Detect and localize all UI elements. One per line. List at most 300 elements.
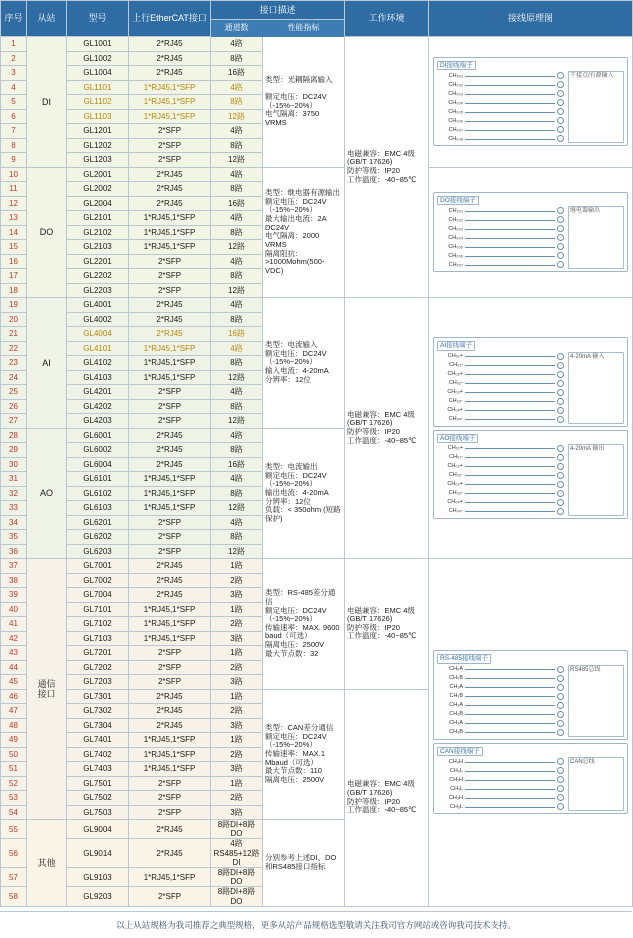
wiring-terminal-label: CH₀₁+ bbox=[447, 445, 464, 452]
wiring-terminal-row bbox=[437, 674, 564, 683]
cell-wiring-diagram bbox=[429, 37, 633, 168]
cell-index: 21 bbox=[1, 327, 27, 342]
cell-performance: 类型：光耦隔离输入 额定电压：DC24V（-15%~20%） 电气隔离：3750 VRMS bbox=[263, 37, 345, 168]
cell-channels: 8路 bbox=[211, 225, 263, 240]
cell-index: 16 bbox=[1, 254, 27, 269]
cell-index: 30 bbox=[1, 457, 27, 472]
cell-index: 3 bbox=[1, 66, 27, 81]
wiring-terminal-row bbox=[437, 206, 564, 215]
wiring-terminal-label: CH₀₀₈ bbox=[448, 135, 464, 142]
wiring-terminal-label: CH₂H bbox=[448, 794, 464, 801]
wiring-terminal-row bbox=[437, 498, 564, 507]
wiring-terminal-column bbox=[437, 444, 564, 516]
cell-wiring-diagram bbox=[429, 298, 633, 559]
wiring-device-note: 干接点/有源输入 bbox=[570, 73, 614, 80]
cell-channels: 8路 bbox=[211, 486, 263, 501]
cell-model: GL1103 bbox=[67, 109, 129, 124]
cell-uplink-port: 2*SFP bbox=[129, 283, 211, 298]
cell-uplink-port: 1*RJ45,1*SFP bbox=[129, 225, 211, 240]
cell-uplink-port: 2*RJ45 bbox=[129, 66, 211, 81]
table-row bbox=[1, 298, 633, 313]
cell-model: GL4001 bbox=[67, 298, 129, 313]
cell-channels: 8路 bbox=[211, 51, 263, 66]
cell-index: 10 bbox=[1, 167, 27, 182]
cell-channels: 2路 bbox=[211, 660, 263, 675]
wiring-device-panel bbox=[568, 352, 624, 424]
cell-index: 34 bbox=[1, 515, 27, 530]
cell-performance: 类型：继电器有源输出 额定电压：DC24V（-15%~20%） 最大输出电流：2A DC24V 电气隔离：2000 VRMS 隔离阻抗：>1000Mohm(500-VDC) bbox=[263, 167, 345, 298]
cell-channels: 2路 bbox=[211, 747, 263, 762]
cell-slave-type: 其他 bbox=[27, 820, 67, 907]
wiring-terminal-label: CH₀₀₅ bbox=[448, 108, 464, 115]
cell-channels: 12路 bbox=[211, 544, 263, 559]
wiring-terminal-label: CH₀A bbox=[449, 666, 464, 673]
wiring-line bbox=[465, 731, 555, 733]
cell-uplink-port: 2*RJ45 bbox=[129, 443, 211, 458]
cell-index: 9 bbox=[1, 153, 27, 168]
wiring-terminal-row bbox=[437, 361, 564, 370]
cell-channels: 2路 bbox=[211, 704, 263, 719]
cell-channels: 1路 bbox=[211, 602, 263, 617]
wiring-terminal-row bbox=[437, 784, 564, 793]
cell-index: 33 bbox=[1, 501, 27, 516]
wiring-body bbox=[437, 444, 624, 516]
cell-channels: 16路 bbox=[211, 457, 263, 472]
cell-uplink-port: 1*RJ45,1*SFP bbox=[129, 341, 211, 356]
cell-index: 50 bbox=[1, 747, 27, 762]
cell-uplink-port: 2*RJ45 bbox=[129, 839, 211, 868]
wiring-terminal-row bbox=[437, 728, 564, 737]
cell-model: GL7301 bbox=[67, 689, 129, 704]
cell-uplink-port: 1*RJ45,1*SFP bbox=[129, 733, 211, 748]
wiring-terminal-row bbox=[437, 125, 564, 134]
wiring-line bbox=[465, 788, 555, 790]
col-header-no: 序号 bbox=[1, 1, 27, 37]
wiring-line bbox=[465, 237, 555, 239]
wiring-device-panel bbox=[568, 71, 624, 143]
wiring-terminal-column bbox=[437, 757, 564, 811]
cell-model: GL2002 bbox=[67, 182, 129, 197]
wiring-terminal-column bbox=[437, 71, 564, 143]
wiring-terminal-row bbox=[437, 251, 564, 260]
cell-slave-type: DI bbox=[27, 37, 67, 168]
wiring-terminal-row bbox=[437, 683, 564, 692]
cell-channels: 3路 bbox=[211, 631, 263, 646]
cell-uplink-port: 1*RJ45,1*SFP bbox=[129, 240, 211, 255]
wiring-terminal-row bbox=[437, 692, 564, 701]
wiring-terminal-row bbox=[437, 89, 564, 98]
wiring-terminal-label: CH₀₂- bbox=[448, 472, 464, 479]
cell-channels: 4路 bbox=[211, 472, 263, 487]
cell-channels: 8路 bbox=[211, 356, 263, 371]
wiring-line bbox=[465, 797, 555, 799]
wiring-diagram bbox=[433, 337, 628, 426]
cell-channels: 1路 bbox=[211, 689, 263, 704]
cell-model: GL1202 bbox=[67, 138, 129, 153]
cell-uplink-port: 1*RJ45,1*SFP bbox=[129, 631, 211, 646]
cell-model: GL9004 bbox=[67, 820, 129, 839]
wiring-terminal-row bbox=[437, 444, 564, 453]
cell-model: GL4103 bbox=[67, 370, 129, 385]
wiring-terminal-label: CH₀₂+ bbox=[447, 370, 464, 377]
cell-channels: 2路 bbox=[211, 573, 263, 588]
cell-performance: 类型：RS-485差分通信 额定电压：DC24V（-15%~20%） 传输速率：MAX. 9600 baud（可选） 隔离电压：2500V 最大节点数：32 bbox=[263, 559, 345, 690]
cell-uplink-port: 1*RJ45,1*SFP bbox=[129, 370, 211, 385]
cell-uplink-port: 2*SFP bbox=[129, 530, 211, 545]
cell-model: GL9103 bbox=[67, 867, 129, 886]
cell-channels: 8路 bbox=[211, 312, 263, 327]
wiring-terminal-row bbox=[437, 757, 564, 766]
cell-model: GL4202 bbox=[67, 399, 129, 414]
cell-index: 52 bbox=[1, 776, 27, 791]
wiring-terminal-label: CH₁H bbox=[449, 776, 464, 783]
wiring-line bbox=[465, 382, 555, 384]
wiring-terminal-dot bbox=[557, 126, 564, 133]
wiring-terminal-dot bbox=[557, 693, 564, 700]
wiring-terminal-label: CH₀₄+ bbox=[447, 499, 464, 506]
cell-channels: 8路 bbox=[211, 95, 263, 110]
wiring-terminal-row bbox=[437, 489, 564, 498]
wiring-terminal-dot bbox=[557, 371, 564, 378]
wiring-terminal-row bbox=[437, 242, 564, 251]
cell-channels: 4路 bbox=[211, 124, 263, 139]
wiring-terminal-label: CH₀₀₂ bbox=[448, 216, 464, 223]
wiring-terminal-label: CH₀₂- bbox=[448, 379, 464, 386]
col-header-wiring: 接线原理图 bbox=[429, 1, 633, 37]
wiring-terminal-row bbox=[437, 507, 564, 516]
cell-uplink-port: 2*RJ45 bbox=[129, 51, 211, 66]
cell-channels: 8路 bbox=[211, 443, 263, 458]
wiring-diagram-title: DO接线端子 bbox=[437, 196, 479, 205]
wiring-body bbox=[437, 71, 624, 143]
wiring-terminal-label: CH₀₀₃ bbox=[448, 90, 464, 97]
cell-channels: 4路 bbox=[211, 211, 263, 226]
wiring-line bbox=[465, 483, 555, 485]
wiring-terminal-label: CH₀₀₄ bbox=[448, 99, 464, 106]
wiring-terminal-dot bbox=[557, 758, 564, 765]
cell-index: 18 bbox=[1, 283, 27, 298]
cell-uplink-port: 2*SFP bbox=[129, 269, 211, 284]
cell-index: 55 bbox=[1, 820, 27, 839]
cell-channels: 4路 bbox=[211, 341, 263, 356]
cell-index: 35 bbox=[1, 530, 27, 545]
cell-model: GL7304 bbox=[67, 718, 129, 733]
cell-channels: 8路 bbox=[211, 530, 263, 545]
wiring-terminal-row bbox=[437, 388, 564, 397]
cell-model: GL9203 bbox=[67, 887, 129, 906]
table-row bbox=[1, 37, 633, 52]
wiring-terminal-dot bbox=[557, 407, 564, 414]
wiring-line bbox=[465, 695, 555, 697]
footer-note: 以上从站规格为我司推荐之典型规格，更多从站产品规格选型敬请关注我司官方网站或咨询我司技术支持。 bbox=[0, 911, 632, 938]
cell-environment: 电磁兼容：EMC 4级(GB/T 17626) 防护等级：IP20 工作温度：-40~85℃ bbox=[345, 37, 429, 298]
wiring-terminal-row bbox=[437, 116, 564, 125]
wiring-terminal-row bbox=[437, 793, 564, 802]
wiring-body bbox=[437, 206, 624, 269]
wiring-terminal-column bbox=[437, 665, 564, 737]
cell-model: GL9014 bbox=[67, 839, 129, 868]
wiring-terminal-label: CH₀₄- bbox=[448, 415, 464, 422]
cell-uplink-port: 2*RJ45 bbox=[129, 718, 211, 733]
cell-model: GL2103 bbox=[67, 240, 129, 255]
cell-uplink-port: 2*SFP bbox=[129, 153, 211, 168]
wiring-terminal-dot bbox=[557, 207, 564, 214]
cell-index: 39 bbox=[1, 588, 27, 603]
wiring-diagram bbox=[433, 430, 628, 519]
cell-index: 17 bbox=[1, 269, 27, 284]
cell-index: 19 bbox=[1, 298, 27, 313]
wiring-terminal-dot bbox=[557, 135, 564, 142]
cell-channels: 12路 bbox=[211, 109, 263, 124]
wiring-diagram-title: RS-485接线端子 bbox=[437, 654, 491, 663]
cell-model: GL6102 bbox=[67, 486, 129, 501]
cell-index: 1 bbox=[1, 37, 27, 52]
cell-index: 23 bbox=[1, 356, 27, 371]
wiring-terminal-label: CH₀₁- bbox=[449, 454, 464, 461]
wiring-terminal-dot bbox=[557, 416, 564, 423]
wiring-device-panel bbox=[568, 757, 624, 811]
wiring-terminal-label: CH₃A bbox=[449, 720, 464, 727]
cell-index: 38 bbox=[1, 573, 27, 588]
cell-channels: 1路 bbox=[211, 776, 263, 791]
cell-channels: 12路 bbox=[211, 501, 263, 516]
cell-uplink-port: 2*RJ45 bbox=[129, 298, 211, 313]
cell-channels: 12路 bbox=[211, 153, 263, 168]
cell-index: 8 bbox=[1, 138, 27, 153]
cell-model: GL7103 bbox=[67, 631, 129, 646]
cell-uplink-port: 2*SFP bbox=[129, 414, 211, 429]
wiring-line bbox=[465, 246, 555, 248]
table-row bbox=[1, 167, 633, 182]
cell-index: 13 bbox=[1, 211, 27, 226]
wiring-terminal-column bbox=[437, 206, 564, 269]
wiring-terminal-row bbox=[437, 134, 564, 143]
wiring-terminal-label: CH₀₄- bbox=[448, 508, 464, 515]
cell-model: GL4203 bbox=[67, 414, 129, 429]
wiring-line bbox=[465, 210, 555, 212]
cell-uplink-port: 2*SFP bbox=[129, 675, 211, 690]
wiring-terminal-label: CH₁A bbox=[449, 684, 464, 691]
cell-channels: 4路 bbox=[211, 385, 263, 400]
table-header bbox=[1, 1, 633, 37]
cell-channels: 12路 bbox=[211, 240, 263, 255]
wiring-terminal-dot bbox=[557, 767, 564, 774]
cell-model: GL2001 bbox=[67, 167, 129, 182]
cell-channels: 8路 bbox=[211, 182, 263, 197]
wiring-terminal-dot bbox=[557, 666, 564, 673]
cell-index: 53 bbox=[1, 791, 27, 806]
cell-channels: 4路 bbox=[211, 37, 263, 52]
wiring-terminal-row bbox=[437, 107, 564, 116]
wiring-terminal-dot bbox=[557, 720, 564, 727]
cell-index: 42 bbox=[1, 631, 27, 646]
wiring-line bbox=[465, 219, 555, 221]
cell-model: GL4102 bbox=[67, 356, 129, 371]
cell-index: 6 bbox=[1, 109, 27, 124]
wiring-diagram bbox=[433, 192, 628, 272]
wiring-terminal-dot bbox=[557, 803, 564, 810]
cell-index: 25 bbox=[1, 385, 27, 400]
wiring-terminal-label: CH₁L bbox=[450, 785, 464, 792]
cell-uplink-port: 2*RJ45 bbox=[129, 196, 211, 211]
cell-uplink-port: 2*SFP bbox=[129, 254, 211, 269]
wiring-terminal-row bbox=[437, 775, 564, 784]
cell-uplink-port: 2*RJ45 bbox=[129, 37, 211, 52]
cell-uplink-port: 2*SFP bbox=[129, 124, 211, 139]
cell-channels: 4路 bbox=[211, 254, 263, 269]
wiring-terminal-label: CH₀₁+ bbox=[447, 352, 464, 359]
wiring-line bbox=[465, 391, 555, 393]
wiring-terminal-label: CH₀₃- bbox=[448, 397, 464, 404]
cell-model: GL7201 bbox=[67, 646, 129, 661]
wiring-terminal-label: CH₀₂+ bbox=[447, 463, 464, 470]
wiring-line bbox=[465, 120, 555, 122]
wiring-terminal-dot bbox=[557, 72, 564, 79]
wiring-terminal-row bbox=[437, 766, 564, 775]
cell-channels: 8路 bbox=[211, 399, 263, 414]
cell-model: GL7402 bbox=[67, 747, 129, 762]
cell-index: 12 bbox=[1, 196, 27, 211]
wiring-terminal-label: CH₀₀₆ bbox=[448, 117, 464, 124]
cell-channels: 3路 bbox=[211, 675, 263, 690]
wiring-terminal-dot bbox=[557, 675, 564, 682]
wiring-diagram bbox=[433, 650, 628, 739]
cell-uplink-port: 1*RJ45,1*SFP bbox=[129, 501, 211, 516]
cell-channels: 4路 bbox=[211, 167, 263, 182]
wiring-terminal-label: CH₁B bbox=[449, 693, 464, 700]
wiring-terminal-label: CH₀₀₅ bbox=[448, 243, 464, 250]
cell-channels: 4路 bbox=[211, 80, 263, 95]
wiring-terminal-dot bbox=[557, 117, 564, 124]
wiring-device-panel bbox=[568, 665, 624, 737]
cell-index: 7 bbox=[1, 124, 27, 139]
wiring-terminal-dot bbox=[557, 785, 564, 792]
cell-index: 11 bbox=[1, 182, 27, 197]
cell-index: 58 bbox=[1, 887, 27, 906]
wiring-body bbox=[437, 352, 624, 424]
cell-model: GL7102 bbox=[67, 617, 129, 632]
wiring-terminal-label: CH₀₃+ bbox=[447, 481, 464, 488]
cell-uplink-port: 2*SFP bbox=[129, 660, 211, 675]
wiring-terminal-dot bbox=[557, 243, 564, 250]
cell-index: 14 bbox=[1, 225, 27, 240]
wiring-line bbox=[465, 84, 555, 86]
cell-uplink-port: 1*RJ45,1*SFP bbox=[129, 867, 211, 886]
cell-slave-type: DO bbox=[27, 167, 67, 298]
col-header-port: 上行EtherCAT接口 bbox=[129, 1, 211, 37]
cell-uplink-port: 1*RJ45,1*SFP bbox=[129, 472, 211, 487]
cell-index: 48 bbox=[1, 718, 27, 733]
cell-channels: 3路 bbox=[211, 718, 263, 733]
wiring-terminal-dot bbox=[557, 389, 564, 396]
cell-index: 22 bbox=[1, 341, 27, 356]
wiring-terminal-dot bbox=[557, 225, 564, 232]
wiring-body bbox=[437, 757, 624, 811]
wiring-terminal-row bbox=[437, 224, 564, 233]
cell-index: 37 bbox=[1, 559, 27, 574]
wiring-terminal-row bbox=[437, 462, 564, 471]
wiring-line bbox=[465, 668, 555, 670]
cell-channels: 4路RS485+12路DI bbox=[211, 839, 263, 868]
wiring-diagram bbox=[433, 743, 628, 814]
wiring-terminal-row bbox=[437, 352, 564, 361]
wiring-diagram-title: DI接线端子 bbox=[437, 61, 476, 70]
wiring-device-note: 4-20mA 输入 bbox=[570, 353, 605, 360]
wiring-terminal-row bbox=[437, 379, 564, 388]
wiring-terminal-row bbox=[437, 453, 564, 462]
cell-index: 28 bbox=[1, 428, 27, 443]
cell-channels: 3路 bbox=[211, 805, 263, 820]
wiring-terminal-row bbox=[437, 370, 564, 379]
cell-uplink-port: 1*RJ45,1*SFP bbox=[129, 356, 211, 371]
cell-uplink-port: 1*RJ45,1*SFP bbox=[129, 602, 211, 617]
wiring-terminal-label: CH₀₃+ bbox=[447, 388, 464, 395]
cell-model: GL6002 bbox=[67, 443, 129, 458]
cell-index: 51 bbox=[1, 762, 27, 777]
cell-uplink-port: 2*RJ45 bbox=[129, 559, 211, 574]
cell-index: 2 bbox=[1, 51, 27, 66]
wiring-terminal-label: CH₀L bbox=[449, 767, 464, 774]
cell-model: GL6101 bbox=[67, 472, 129, 487]
wiring-terminal-label: CH₀₁- bbox=[449, 361, 464, 368]
cell-channels: 12路 bbox=[211, 414, 263, 429]
wiring-terminal-label: CH₀₀₃ bbox=[448, 225, 464, 232]
cell-uplink-port: 2*RJ45 bbox=[129, 327, 211, 342]
wiring-line bbox=[465, 93, 555, 95]
cell-channels: 3路 bbox=[211, 762, 263, 777]
wiring-line bbox=[465, 373, 555, 375]
cell-index: 26 bbox=[1, 399, 27, 414]
wiring-terminal-dot bbox=[557, 472, 564, 479]
cell-channels: 4路 bbox=[211, 515, 263, 530]
wiring-terminal-row bbox=[437, 233, 564, 242]
cell-model: GL2201 bbox=[67, 254, 129, 269]
cell-index: 40 bbox=[1, 602, 27, 617]
cell-uplink-port: 2*SFP bbox=[129, 776, 211, 791]
wiring-terminal-dot bbox=[557, 702, 564, 709]
cell-uplink-port: 2*SFP bbox=[129, 646, 211, 661]
cell-model: GL7502 bbox=[67, 791, 129, 806]
cell-uplink-port: 2*RJ45 bbox=[129, 689, 211, 704]
wiring-terminal-row bbox=[437, 665, 564, 674]
cell-uplink-port: 2*SFP bbox=[129, 515, 211, 530]
cell-index: 4 bbox=[1, 80, 27, 95]
wiring-terminal-dot bbox=[557, 380, 564, 387]
wiring-line bbox=[465, 138, 555, 140]
cell-environment: 电磁兼容：EMC 4级(GB/T 17626) 防护等级：IP20 工作温度：-40~85℃ bbox=[345, 559, 429, 690]
cell-uplink-port: 1*RJ45,1*SFP bbox=[129, 762, 211, 777]
wiring-line bbox=[465, 510, 555, 512]
cell-uplink-port: 2*SFP bbox=[129, 791, 211, 806]
wiring-terminal-dot bbox=[557, 81, 564, 88]
wiring-line bbox=[465, 456, 555, 458]
cell-uplink-port: 2*SFP bbox=[129, 385, 211, 400]
wiring-terminal-row bbox=[437, 701, 564, 710]
wiring-terminal-column bbox=[437, 352, 564, 424]
cell-model: GL6203 bbox=[67, 544, 129, 559]
wiring-line bbox=[465, 409, 555, 411]
cell-uplink-port: 2*SFP bbox=[129, 138, 211, 153]
wiring-terminal-label: CH₃B bbox=[449, 729, 464, 736]
wiring-terminal-dot bbox=[557, 445, 564, 452]
col-header-performance: 性能指标 bbox=[263, 20, 345, 37]
cell-model: GL7203 bbox=[67, 675, 129, 690]
wiring-terminal-dot bbox=[557, 776, 564, 783]
cell-index: 32 bbox=[1, 486, 27, 501]
wiring-terminal-row bbox=[437, 98, 564, 107]
col-header-slave: 从站 bbox=[27, 1, 67, 37]
cell-channels: 8路DI+8路DO bbox=[211, 820, 263, 839]
